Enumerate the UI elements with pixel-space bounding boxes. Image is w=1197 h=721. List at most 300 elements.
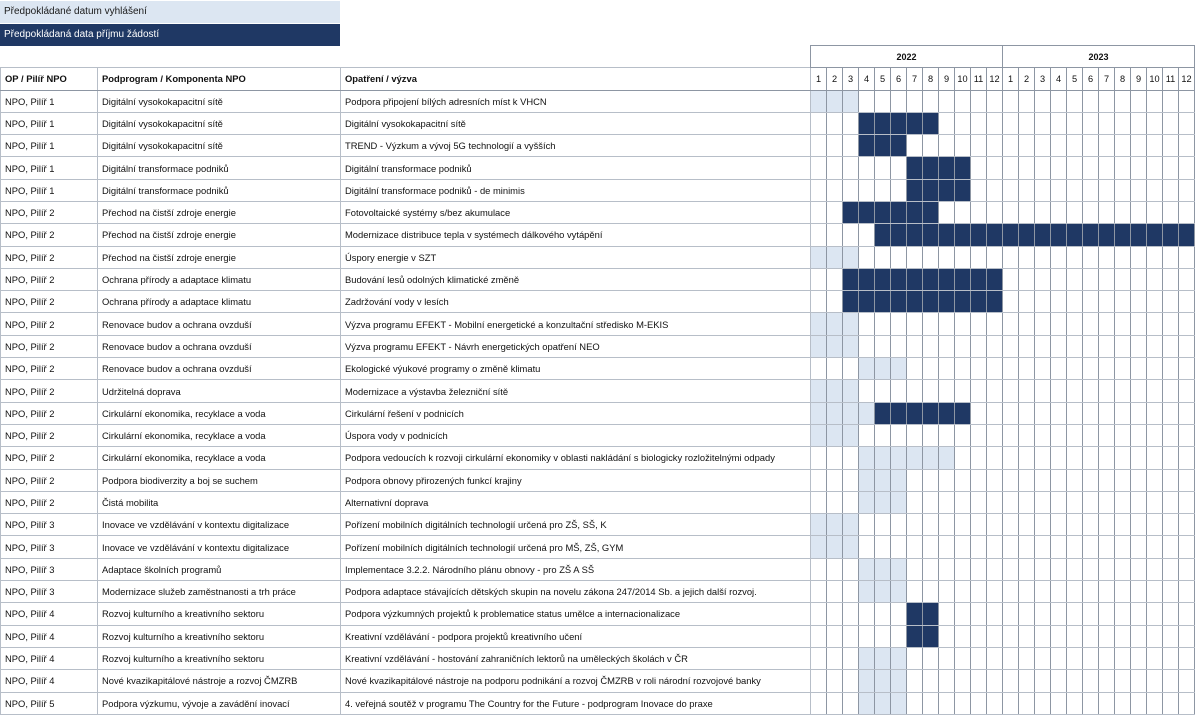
table-row [1,291,1195,313]
schedule-table [0,45,1195,715]
intake-month-cell [875,201,891,223]
timeline-cell [1147,603,1163,625]
timeline-cell [1051,135,1067,157]
timeline-cell [1083,424,1099,446]
timeline-cell [1003,358,1019,380]
timeline-cell [1067,112,1083,134]
timeline-cell [875,625,891,647]
timeline-cell [1131,335,1147,357]
timeline-cell [827,581,843,603]
timeline-cell [1019,201,1035,223]
timeline-cell [987,335,1003,357]
op-cell: NPO, Pilíř 2 [1,335,98,357]
op-cell: NPO, Pilíř 1 [1,90,98,112]
timeline-cell [1035,291,1051,313]
program-cell: Podpora biodiverzity a boj se suchem [98,469,341,491]
timeline-cell [827,692,843,714]
timeline-cell [1083,603,1099,625]
timeline-cell [1067,647,1083,669]
timeline-cell [811,603,827,625]
table-row [1,358,1195,380]
announcement-month-cell [891,647,907,669]
month-header: 12 [1179,68,1195,91]
timeline-cell [1115,335,1131,357]
timeline-cell [1019,358,1035,380]
timeline-cell [843,135,859,157]
timeline-cell [1003,514,1019,536]
timeline-cell [987,90,1003,112]
intake-month-cell [907,157,923,179]
intake-month-cell [1099,224,1115,246]
timeline-cell [1099,647,1115,669]
timeline-cell [1115,201,1131,223]
timeline-cell [1163,514,1179,536]
timeline-cell [987,647,1003,669]
timeline-cell [1131,380,1147,402]
timeline-cell [939,246,955,268]
timeline-cell [1163,402,1179,424]
timeline-cell [811,625,827,647]
intake-month-cell [891,402,907,424]
timeline-cell [1067,313,1083,335]
program-cell: Inovace ve vzdělávání v kontextu digitalizace [98,514,341,536]
action-cell: Digitální transformace podniků - de minimis [341,179,811,201]
timeline-cell [1179,424,1195,446]
timeline-cell [1035,514,1051,536]
table-row [1,603,1195,625]
month-header: 3 [843,68,859,91]
announcement-month-cell [875,469,891,491]
intake-month-cell [939,291,955,313]
timeline-cell [859,424,875,446]
timeline-cell [1019,692,1035,714]
op-cell: NPO, Pilíř 1 [1,179,98,201]
action-cell: Výzva programu EFEKT - Návrh energetických opatření NEO [341,335,811,357]
intake-month-cell [939,179,955,201]
timeline-cell [1147,268,1163,290]
intake-month-cell [923,179,939,201]
timeline-cell [955,246,971,268]
timeline-cell [1131,358,1147,380]
timeline-cell [971,514,987,536]
op-cell: NPO, Pilíř 2 [1,424,98,446]
announcement-month-cell [859,581,875,603]
timeline-cell [1051,647,1067,669]
timeline-cell [1099,380,1115,402]
timeline-cell [971,246,987,268]
timeline-cell [811,112,827,134]
timeline-cell [1019,670,1035,692]
announcement-month-cell [811,246,827,268]
timeline-cell [987,157,1003,179]
timeline-cell [939,670,955,692]
intake-month-cell [939,224,955,246]
timeline-cell [955,647,971,669]
timeline-cell [1035,268,1051,290]
timeline-cell [1083,380,1099,402]
timeline-cell [1083,581,1099,603]
timeline-cell [827,135,843,157]
timeline-cell [1099,335,1115,357]
timeline-cell [811,469,827,491]
timeline-cell [1051,313,1067,335]
timeline-cell [1035,402,1051,424]
timeline-cell [1019,603,1035,625]
timeline-cell [1131,469,1147,491]
timeline-cell [1147,514,1163,536]
timeline-cell [1163,179,1179,201]
timeline-cell [1115,514,1131,536]
timeline-cell [1051,670,1067,692]
timeline-cell [811,558,827,580]
intake-month-cell [891,201,907,223]
intake-month-cell [875,135,891,157]
timeline-cell [1179,536,1195,558]
timeline-cell [1147,491,1163,513]
announcement-month-cell [843,90,859,112]
announcement-month-cell [859,670,875,692]
timeline-cell [859,224,875,246]
timeline-cell [1099,112,1115,134]
announcement-month-cell [859,558,875,580]
timeline-cell [987,179,1003,201]
timeline-cell [1131,536,1147,558]
month-header: 6 [1083,68,1099,91]
program-cell: Rozvoj kulturního a kreativního sektoru [98,625,341,647]
timeline-cell [1115,246,1131,268]
program-cell: Přechod na čistší zdroje energie [98,224,341,246]
program-cell: Udržitelná doprava [98,380,341,402]
timeline-cell [1163,358,1179,380]
timeline-cell [987,135,1003,157]
intake-month-cell [939,268,955,290]
month-header: 12 [987,68,1003,91]
timeline-cell [859,514,875,536]
timeline-cell [1163,670,1179,692]
intake-month-cell [939,157,955,179]
timeline-cell [1099,135,1115,157]
timeline-cell [891,424,907,446]
timeline-cell [955,90,971,112]
timeline-cell [955,536,971,558]
timeline-cell [1067,268,1083,290]
timeline-cell [1163,424,1179,446]
table-row [1,469,1195,491]
timeline-cell [1051,625,1067,647]
timeline-cell [1099,246,1115,268]
action-cell: Nové kvazikapitálové nástroje na podporu podnikání a rozvoj ČMZRB v roli národní rozvojové banky [341,670,811,692]
month-header: 9 [1131,68,1147,91]
timeline-cell [1083,313,1099,335]
action-cell: Podpora vedoucích k rozvoji cirkulární ekonomiky v oblasti nakládání s biologicky rozložitelnými odpady [341,447,811,469]
timeline-cell [891,246,907,268]
timeline-cell [859,603,875,625]
timeline-cell [875,514,891,536]
timeline-cell [1083,246,1099,268]
timeline-cell [1147,179,1163,201]
timeline-cell [859,179,875,201]
timeline-cell [1003,692,1019,714]
timeline-cell [1099,291,1115,313]
intake-month-cell [955,157,971,179]
intake-month-cell [923,402,939,424]
timeline-cell [1035,581,1051,603]
announcement-month-cell [875,447,891,469]
timeline-cell [827,179,843,201]
timeline-cell [1019,514,1035,536]
timeline-cell [1179,558,1195,580]
timeline-cell [1179,112,1195,134]
announcement-month-cell [827,536,843,558]
timeline-cell [1067,358,1083,380]
timeline-cell [955,135,971,157]
announcement-month-cell [891,447,907,469]
action-cell: Digitální vysokokapacitní sítě [341,112,811,134]
timeline-cell [1019,335,1035,357]
intake-month-cell [859,291,875,313]
intake-month-cell [859,135,875,157]
timeline-cell [907,469,923,491]
timeline-cell [875,603,891,625]
timeline-cell [875,380,891,402]
timeline-cell [1003,647,1019,669]
timeline-cell [987,246,1003,268]
timeline-cell [939,469,955,491]
timeline-cell [827,603,843,625]
timeline-cell [971,536,987,558]
timeline-cell [843,670,859,692]
timeline-cell [1003,313,1019,335]
intake-month-cell [907,268,923,290]
timeline-cell [1051,514,1067,536]
timeline-cell [1099,603,1115,625]
timeline-cell [1179,291,1195,313]
program-column-header: Podprogram / Komponenta NPO [98,68,341,91]
timeline-cell [1083,514,1099,536]
timeline-cell [1115,268,1131,290]
announcement-month-cell [875,647,891,669]
timeline-cell [1131,112,1147,134]
timeline-cell [1019,179,1035,201]
timeline-cell [955,625,971,647]
program-cell: Digitální vysokokapacitní sítě [98,135,341,157]
timeline-cell [923,514,939,536]
timeline-cell [1179,447,1195,469]
timeline-cell [811,268,827,290]
program-cell: Podpora výzkumu, vývoje a zavádění inovací [98,692,341,714]
timeline-cell [1019,291,1035,313]
timeline-cell [987,692,1003,714]
intake-month-cell [875,112,891,134]
timeline-cell [1131,491,1147,513]
timeline-cell [1147,380,1163,402]
timeline-cell [939,358,955,380]
timeline-cell [971,112,987,134]
timeline-cell [987,491,1003,513]
timeline-cell [1067,469,1083,491]
table-row [1,581,1195,603]
intake-month-cell [1051,224,1067,246]
timeline-cell [1067,692,1083,714]
timeline-cell [1051,246,1067,268]
timeline-cell [1115,670,1131,692]
timeline-cell [1147,201,1163,223]
timeline-cell [1067,291,1083,313]
program-cell: Cirkulární ekonomika, recyklace a voda [98,402,341,424]
timeline-cell [811,670,827,692]
timeline-cell [1051,358,1067,380]
timeline-cell [1051,536,1067,558]
program-cell: Rozvoj kulturního a kreativního sektoru [98,647,341,669]
timeline-cell [939,625,955,647]
timeline-cell [971,335,987,357]
timeline-cell [1083,291,1099,313]
timeline-cell [811,224,827,246]
timeline-cell [859,536,875,558]
timeline-cell [1019,625,1035,647]
intake-month-cell [891,268,907,290]
timeline-cell [1083,447,1099,469]
announcement-month-cell [811,335,827,357]
timeline-cell [1099,447,1115,469]
timeline-cell [987,380,1003,402]
timeline-cell [1099,179,1115,201]
op-cell: NPO, Pilíř 4 [1,670,98,692]
month-header: 5 [875,68,891,91]
timeline-cell [827,469,843,491]
timeline-cell [1147,246,1163,268]
announcement-month-cell [811,380,827,402]
timeline-cell [1099,90,1115,112]
timeline-cell [987,469,1003,491]
timeline-cell [1163,603,1179,625]
timeline-cell [955,670,971,692]
timeline-cell [859,313,875,335]
timeline-cell [1131,670,1147,692]
timeline-cell [1083,157,1099,179]
intake-month-cell [843,291,859,313]
intake-month-cell [843,268,859,290]
timeline-cell [1051,491,1067,513]
action-cell: Zadržování vody v lesích [341,291,811,313]
timeline-cell [1067,558,1083,580]
announcement-month-cell [827,380,843,402]
timeline-cell [955,581,971,603]
timeline-cell [923,335,939,357]
timeline-cell [1083,692,1099,714]
timeline-cell [907,670,923,692]
timeline-cell [923,581,939,603]
intake-month-cell [1163,224,1179,246]
month-header: 7 [1099,68,1115,91]
announcement-month-cell [843,246,859,268]
timeline-cell [923,536,939,558]
timeline-cell [1147,558,1163,580]
intake-month-cell [891,224,907,246]
timeline-cell [1035,201,1051,223]
timeline-cell [1115,558,1131,580]
intake-month-cell [891,112,907,134]
timeline-cell [1131,514,1147,536]
timeline-cell [827,558,843,580]
timeline-cell [1131,424,1147,446]
timeline-cell [1067,380,1083,402]
timeline-cell [971,670,987,692]
timeline-cell [1067,246,1083,268]
table-row [1,692,1195,714]
intake-month-cell [987,224,1003,246]
timeline-cell [1083,268,1099,290]
intake-month-cell [859,268,875,290]
timeline-cell [1099,201,1115,223]
timeline-cell [1035,90,1051,112]
month-header: 1 [811,68,827,91]
announcement-month-cell [827,514,843,536]
timeline-cell [939,647,955,669]
timeline-cell [971,647,987,669]
timeline-cell [1099,157,1115,179]
op-cell: NPO, Pilíř 2 [1,491,98,513]
timeline-cell [1179,692,1195,714]
action-cell: Výzva programu EFEKT - Mobilní energetické a konzultační středisko M-EKIS [341,313,811,335]
timeline-cell [923,469,939,491]
timeline-cell [955,201,971,223]
timeline-cell [1147,402,1163,424]
op-cell: NPO, Pilíř 2 [1,358,98,380]
intake-month-cell [907,201,923,223]
timeline-cell [1051,469,1067,491]
timeline-cell [907,135,923,157]
announcement-month-cell [811,402,827,424]
timeline-cell [1115,447,1131,469]
timeline-cell [923,558,939,580]
timeline-cell [827,112,843,134]
timeline-cell [875,90,891,112]
timeline-cell [1147,581,1163,603]
timeline-cell [1147,135,1163,157]
intake-month-cell [875,268,891,290]
timeline-cell [1035,358,1051,380]
timeline-cell [1115,469,1131,491]
timeline-cell [1083,491,1099,513]
timeline-cell [923,135,939,157]
intake-month-cell [907,179,923,201]
op-cell: NPO, Pilíř 3 [1,581,98,603]
timeline-cell [1003,603,1019,625]
intake-month-cell [923,603,939,625]
timeline-cell [987,536,1003,558]
intake-month-cell [923,625,939,647]
timeline-cell [907,424,923,446]
timeline-cell [1051,558,1067,580]
timeline-cell [891,157,907,179]
month-header: 2 [1019,68,1035,91]
announcement-month-cell [859,491,875,513]
intake-month-cell [923,224,939,246]
announcement-month-cell [891,491,907,513]
timeline-cell [827,647,843,669]
timeline-cell [907,90,923,112]
timeline-cell [1051,335,1067,357]
timeline-cell [875,424,891,446]
intake-month-cell [907,291,923,313]
timeline-cell [1019,380,1035,402]
timeline-cell [1051,424,1067,446]
timeline-cell [1163,291,1179,313]
year-header-row [1,46,1195,68]
timeline-cell [971,469,987,491]
timeline-cell [1131,135,1147,157]
